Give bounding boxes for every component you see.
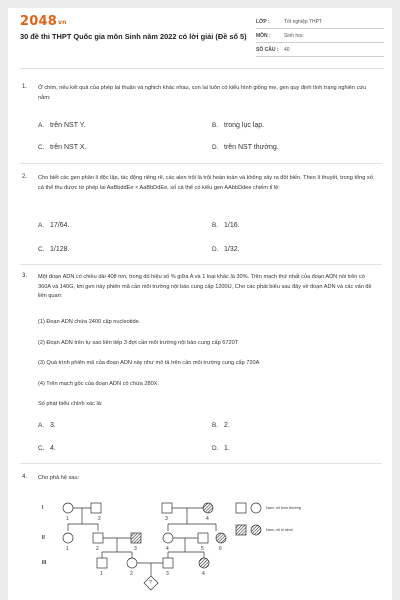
question-stem: Cho biết các gen phân li độc lập, tác động riêng rẽ, các alen trội là trội hoàn toàn và không xảy ra đột biến. Theo lí thuyết, trong tổng số cá thể thu được từ phép lai AaBbddEe × AaBbDdEe, số cá thể có kiểu gen AAbbDdee chiếm tỉ lệ: xyxy=(38,175,373,191)
meta-panel xyxy=(256,16,384,58)
meta-value: Tốt nghiệp THPT xyxy=(284,19,322,25)
pedigree-male-normal xyxy=(93,533,103,543)
individual-number: 3 xyxy=(166,571,169,577)
meta-value: Sinh học xyxy=(284,33,304,39)
option-a[interactable]: A. 3. xyxy=(38,422,56,429)
question-number: 3. xyxy=(22,273,28,279)
option-d[interactable]: D. trên NST thường. xyxy=(212,144,279,151)
individual-number: 4 xyxy=(202,571,205,577)
pedigree-male-normal xyxy=(162,503,172,513)
pedigree-diagram xyxy=(38,486,338,600)
individual-number: 2 xyxy=(98,516,101,522)
option-b[interactable]: B. 2. xyxy=(212,422,230,429)
question-stem: Ở chim, nếu kết quả của phép lai thuận và nghịch khác nhau, con lai luôn có kiểu hình giống mẹ, gen quy định tính trạng nghiên cứu nằm: xyxy=(38,85,367,101)
legend-normal-label: Nam, nữ bình thường xyxy=(266,506,301,510)
option-d[interactable]: D. 1. xyxy=(212,445,230,452)
document-page xyxy=(8,8,392,600)
pedigree-male-normal xyxy=(198,533,208,543)
individual-number: 1 xyxy=(100,571,103,577)
pedigree-female-normal xyxy=(63,533,73,543)
meta-key: LỚP : xyxy=(256,19,270,25)
meta-value: 40 xyxy=(284,47,290,53)
individual-number: 2 xyxy=(130,571,133,577)
question-divider xyxy=(20,463,382,464)
pedigree-male-normal xyxy=(97,558,107,568)
pedigree-female-affected xyxy=(216,533,226,543)
page-title: 30 đề thi THPT Quốc gia môn Sinh năm 2022 có lời giải (Đề số 5) xyxy=(20,32,247,41)
meta-key: MÔN : xyxy=(256,33,271,39)
pedigree-female-affected xyxy=(203,503,213,513)
individual-number: 3 xyxy=(134,546,137,552)
pedigree-female-normal xyxy=(163,533,173,543)
legend-female-affected xyxy=(251,525,261,535)
individual-number: 4 xyxy=(166,546,169,552)
legend-male-affected xyxy=(236,525,246,535)
pedigree-female-normal xyxy=(127,558,137,568)
generation-label: II xyxy=(42,535,45,541)
pedigree-female-affected xyxy=(199,558,209,568)
individual-number: 2 xyxy=(96,546,99,552)
unknown-marker: ? xyxy=(149,580,152,586)
legend-male-normal xyxy=(236,503,246,513)
statement-3: (3) Quá trình phiên mã của đoạn ADN này như mô tả trên cần môi trường cung cấp 720A xyxy=(38,360,260,366)
option-a[interactable]: A. 17/64. xyxy=(38,222,70,229)
legend-affected-label: Nam, nữ bị bệnh xyxy=(266,528,293,532)
header-divider xyxy=(20,68,384,69)
statement-1: (1) Đoạn ADN chứa 2400 cặp nucleotide. xyxy=(38,319,141,325)
pedigree-svg xyxy=(38,486,338,600)
option-c[interactable]: C. 4. xyxy=(38,445,56,452)
option-c[interactable]: C. 1/128. xyxy=(38,246,70,253)
individual-number: 3 xyxy=(165,516,168,522)
question-stem: Một đoạn ADN có chiều dài 408 nm, trong đó hiệu số % giữa A và 1 loại khác là 30%. Trên mạch thứ nhất của đoạn ADN nói trên có 360A và 140G, khi gen này phiên mã cần môi trường nội bào cung cấp 1200U, Cho các phát biểu sau đây về đoạn ADN và các vấn đề liên quan: xyxy=(38,274,372,300)
pedigree-male-normal xyxy=(91,503,101,513)
legend-female-normal xyxy=(251,503,261,513)
generation-label: III xyxy=(42,560,47,566)
statement-2: (2) Đoạn ADN trên tự sao liên tiếp 3 đợt cần môi trường nội bào cung cấp 6720T xyxy=(38,340,239,346)
option-b[interactable]: B. trong lục lạp. xyxy=(212,122,265,129)
individual-number: 1 xyxy=(66,516,69,522)
option-a[interactable]: A. trên NST Y. xyxy=(38,122,86,129)
question-number: 4. xyxy=(22,474,28,480)
pedigree-male-normal xyxy=(163,558,173,568)
individual-number: 6 xyxy=(219,546,222,552)
site-logo[interactable]: 2048vn xyxy=(20,14,67,29)
meta-row-subject xyxy=(256,30,384,44)
option-b[interactable]: B. 1/16. xyxy=(212,222,240,229)
question-divider xyxy=(20,264,382,265)
individual-number: 1 xyxy=(66,546,69,552)
question-number: 1. xyxy=(22,84,28,90)
pedigree-male-affected xyxy=(131,533,141,543)
document-header xyxy=(8,8,392,64)
individual-number: 4 xyxy=(206,516,209,522)
option-d[interactable]: D. 1/32. xyxy=(212,246,240,253)
individual-number: 5 xyxy=(201,546,204,552)
pedigree-female-normal xyxy=(63,503,73,513)
option-c[interactable]: C. trên NST X. xyxy=(38,144,87,151)
question-prompt: Số phát biểu chính xác là: xyxy=(38,401,103,407)
generation-label: I xyxy=(42,505,44,511)
question-stem: Cho phả hệ sau: xyxy=(38,475,80,481)
question-divider xyxy=(20,163,382,164)
statement-4: (4) Trên mạch gốc của đoạn ADN có chứa 280X. xyxy=(38,381,159,387)
meta-key: SỐ CÂU : xyxy=(256,47,279,53)
meta-row-count xyxy=(256,44,384,58)
meta-row-class xyxy=(256,16,384,30)
question-number: 2. xyxy=(22,174,28,180)
